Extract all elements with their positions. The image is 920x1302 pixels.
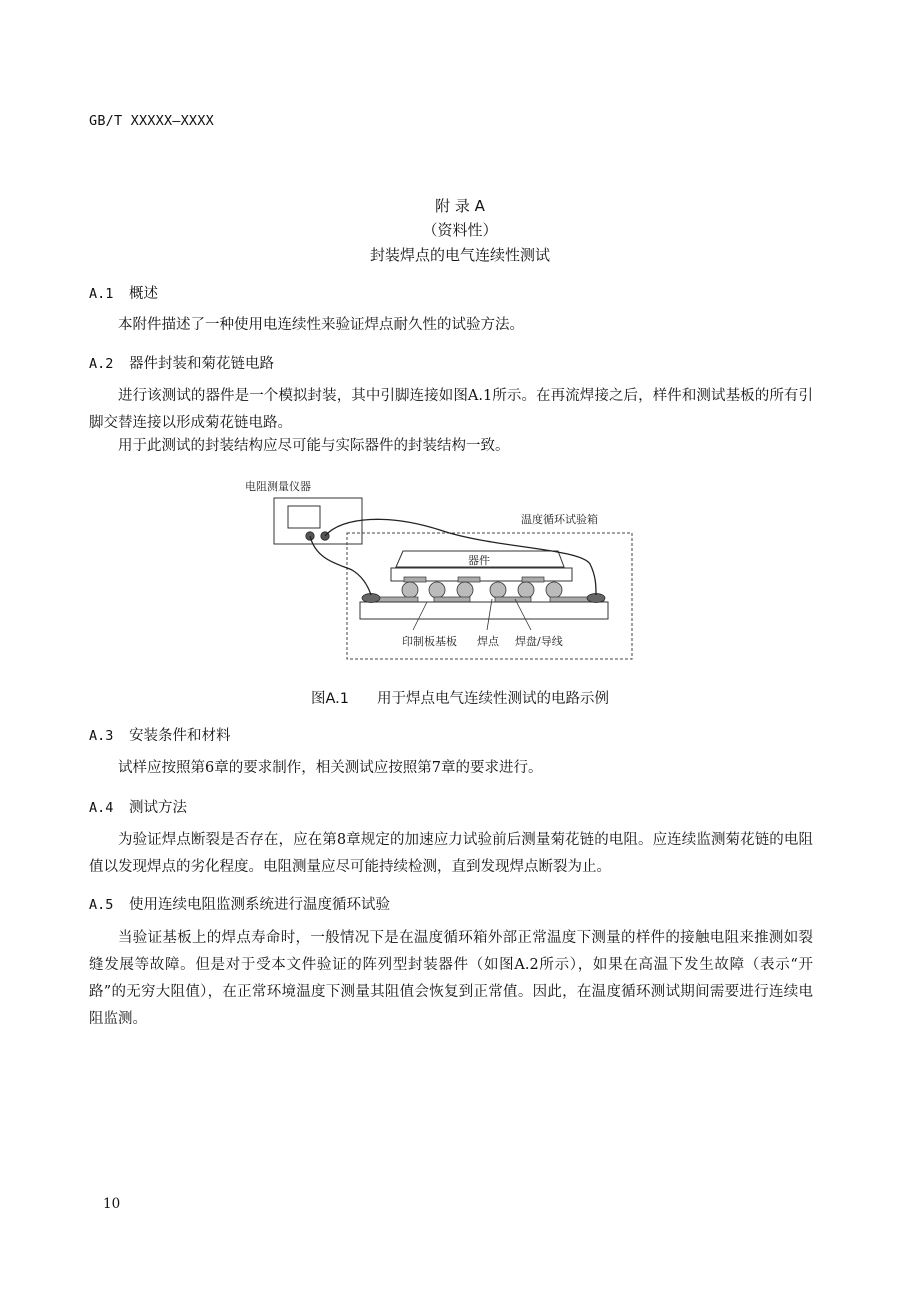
section-heading-a5 xyxy=(89,893,390,914)
solder-ball xyxy=(546,582,562,598)
section-number: A.3 xyxy=(89,728,114,744)
document-id-header: GB/T XXXXX—XXXX xyxy=(89,113,214,129)
bottom-pad xyxy=(495,597,531,602)
section-title: 器件封装和菊花链电路 xyxy=(129,356,274,372)
section-number: A.4 xyxy=(89,800,114,816)
pad-label: 焊盘/导线 xyxy=(515,635,563,648)
circuit-diagram xyxy=(230,478,640,668)
section-number: A.2 xyxy=(89,356,114,372)
top-pad xyxy=(522,577,544,582)
top-pad xyxy=(404,577,426,582)
annex-nature: （资料性） xyxy=(422,221,498,239)
solder-ball xyxy=(429,582,445,598)
paragraph-a2-2: 用于此测试的封装结构应尽可能与实际器件的封装结构一致。 xyxy=(118,438,510,454)
annex-label: 附 录 A xyxy=(435,197,485,215)
solder-ball xyxy=(490,582,506,598)
paragraph-a3-1: 试样应按照第6章的要求制作，相关测试应按照第7章的要求进行。 xyxy=(118,760,543,776)
figure-caption xyxy=(0,687,920,708)
pcb-label: 印制板基板 xyxy=(402,635,457,648)
figure-a1-daisy-chain-diagram xyxy=(230,478,640,668)
section-title: 安装条件和材料 xyxy=(129,728,231,744)
wire-left xyxy=(310,536,371,595)
section-heading-a2 xyxy=(89,352,274,373)
solder-ball xyxy=(518,582,534,598)
meter-label: 电阻测量仪器 xyxy=(245,480,311,493)
page-number: 10 xyxy=(103,1196,121,1212)
device-label: 器件 xyxy=(468,554,490,567)
chamber-label: 温度循环试验箱 xyxy=(521,513,598,526)
section-title: 测试方法 xyxy=(129,800,187,816)
annex-title: 封装焊点的电气连续性测试 xyxy=(369,246,550,264)
paragraph-a2-1: 进行该测试的器件是一个模拟封装，其中引脚连接如图A.1所示。在再流焊接之后，样件和测试基板的所有引脚交替连接以形成菊花链电路。 xyxy=(89,388,813,431)
figure-caption-text: 用于焊点电气连续性测试的电路示例 xyxy=(377,691,609,707)
top-pad xyxy=(458,577,480,582)
section-heading-a3 xyxy=(89,724,231,745)
solder-ball xyxy=(402,582,418,598)
section-heading-a1 xyxy=(89,282,158,303)
section-number: A.5 xyxy=(89,897,114,913)
section-title: 概述 xyxy=(129,286,158,302)
section-number: A.1 xyxy=(89,286,114,302)
pcb-board xyxy=(360,602,608,619)
paragraph-a1-1: 本附件描述了一种使用电连续性来验证焊点耐久性的试验方法。 xyxy=(118,317,524,333)
paragraph-a4-1: 为验证焊点断裂是否存在，应在第8章规定的加速应力试验前后测量菊花链的电阻。应连续监测菊花链的电阻值以发现焊点的劣化程度。电阻测量应尽可能持续检测，直到发现焊点断裂为止。 xyxy=(89,832,813,875)
paragraph-a5-1: 当验证基板上的焊点寿命时，一般情况下是在温度循环箱外部正常温度下测量的样件的接触电阻来推测如裂缝发展等故障。但是对于受本文件验证的阵列型封装器件（如图A.2所示），如果在高温下发生故障（表示“开路”的无穷大阻值），在正常环境温度下测量其阻值会恢复到正常值。因此，在温度循环测试期间需要进行连续电阻监测。 xyxy=(89,930,813,1027)
solder-ball xyxy=(457,582,473,598)
section-heading-a4 xyxy=(89,796,187,817)
section-title: 使用连续电阻监测系统进行温度循环试验 xyxy=(129,897,390,913)
bottom-pad xyxy=(434,597,470,602)
joint-label: 焊点 xyxy=(477,635,499,648)
meter-display xyxy=(288,506,320,528)
figure-number: 图A.1 xyxy=(311,691,349,707)
